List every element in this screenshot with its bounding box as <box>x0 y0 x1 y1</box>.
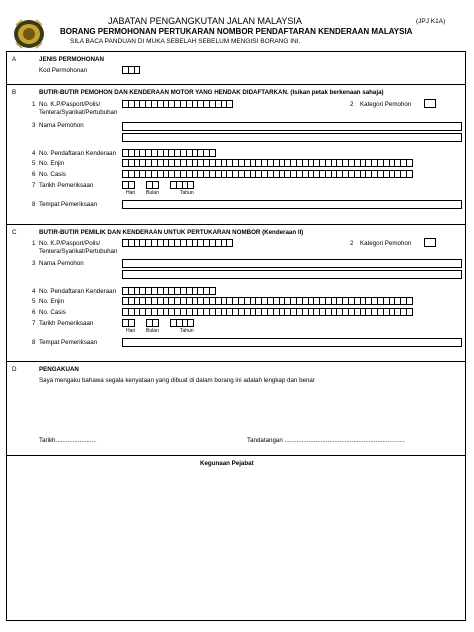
kod-permohonan-input[interactable] <box>122 66 139 74</box>
b-tarikh-tahun-input[interactable] <box>170 181 193 189</box>
b-tempat-input[interactable] <box>122 200 462 209</box>
b-field-6-number: 6 <box>32 171 36 178</box>
c-field-1-label: No. K.P/Pasport/Polis/ <box>39 240 101 247</box>
b-field-7-label: Tarikh Pemeriksaan <box>39 182 94 189</box>
office-use-heading: Kegunaan Pejabat <box>200 460 254 467</box>
b-tahun-caption: Tahun <box>180 190 194 196</box>
section-c-divider <box>6 224 466 225</box>
b-field-8-number: 8 <box>32 201 36 208</box>
c-nama-input-1[interactable] <box>122 259 462 268</box>
c-enjin-input[interactable] <box>122 297 412 305</box>
agency-name: JABATAN PENGANGKUTAN JALAN MALAYSIA <box>108 16 302 26</box>
c-field-6-label: No. Casis <box>39 309 66 316</box>
section-b-heading: BUTIR-BUTIR PEMOHON DAN KENDERAAN MOTOR YANG HENDAK DIDAFTARKAN. (Isikan petak berkenaan sahaja) <box>39 89 384 96</box>
b-field-1-number: 1 <box>32 101 36 108</box>
section-c-letter: C <box>12 229 17 236</box>
kod-permohonan-label: Kod Permohonan <box>39 67 88 74</box>
tandatangan-line[interactable]: Tandatangan ...................................................................... <box>247 437 405 444</box>
b-nama-input-2[interactable] <box>122 133 462 142</box>
b-field-6-label: No. Casis <box>39 171 66 178</box>
b-field-4-label: No. Pendaftaran Kenderaan <box>39 150 117 157</box>
declaration-statement: Saya mengaku bahawa segala kenyataan yang dibuat di dalam borang ini adalah lengkap dan benar <box>39 377 315 384</box>
b-tarikh-hari-input[interactable] <box>122 181 134 189</box>
c-nama-input-2[interactable] <box>122 270 462 279</box>
b-tarikh-bulan-input[interactable] <box>146 181 158 189</box>
c-field-8-label: Tempat Pemeriksaan <box>39 339 98 346</box>
section-a-divider <box>6 51 466 52</box>
b-field-2-number: 2 <box>350 101 354 108</box>
b-field-5-label: No. Enjin <box>39 160 65 167</box>
section-d-divider <box>6 361 466 362</box>
form-title: BORANG PERMOHONAN PERTUKARAN NOMBOR PENDAFTARAN KENDERAAN MALAYSIA <box>60 27 413 36</box>
c-ic-number-input[interactable] <box>122 239 232 247</box>
c-tarikh-bulan-input[interactable] <box>146 319 158 327</box>
c-tarikh-hari-input[interactable] <box>122 319 134 327</box>
c-field-5-number: 5 <box>32 298 36 305</box>
b-enjin-input[interactable] <box>122 159 412 167</box>
b-hari-caption: Hari <box>126 190 136 196</box>
section-d-letter: D <box>12 366 17 373</box>
c-tahun-caption: Tahun <box>180 328 194 334</box>
b-field-3-number: 3 <box>32 122 36 129</box>
c-field-6-number: 6 <box>32 309 36 316</box>
c-pendaftaran-input[interactable] <box>122 287 215 295</box>
office-divider <box>6 455 466 456</box>
b-field-3-label: Nama Pemohon <box>39 122 84 129</box>
c-field-8-number: 8 <box>32 339 36 346</box>
b-ic-number-input[interactable] <box>122 100 232 108</box>
b-field-1-label-2: Tentera/Syarikat/Pertubuhan <box>39 109 118 116</box>
c-field-3-label: Nama Pemohon <box>39 260 84 267</box>
c-field-4-label: No. Pendaftaran Kenderaan <box>39 288 117 295</box>
c-field-3-number: 3 <box>32 260 36 267</box>
section-b-letter: B <box>12 89 17 96</box>
jpj-crest-icon <box>12 17 46 51</box>
b-field-1-label: No. K.P/Pasport/Polis/ <box>39 101 101 108</box>
b-field-2-label: Kategori Pemohon <box>360 101 412 108</box>
c-field-1-label-2: Tentera/Syarikat/Pertubuhan <box>39 248 118 255</box>
office-use-area <box>8 470 464 618</box>
b-casis-input[interactable] <box>122 170 412 178</box>
section-b-divider <box>6 84 466 85</box>
b-field-7-number: 7 <box>32 182 36 189</box>
c-field-1-number: 1 <box>32 240 36 247</box>
b-pendaftaran-input[interactable] <box>122 149 215 157</box>
c-tarikh-tahun-input[interactable] <box>170 319 193 327</box>
c-hari-caption: Hari <box>126 328 136 334</box>
section-a-heading: JENIS PERMOHONAN <box>39 56 104 63</box>
b-nama-input-1[interactable] <box>122 122 462 131</box>
c-field-7-label: Tarikh Pemeriksaan <box>39 320 94 327</box>
section-d-heading: PENGAKUAN <box>39 366 79 373</box>
c-casis-input[interactable] <box>122 308 412 316</box>
section-c-heading: BUTIR-BUTIR PEMILIK DAN KENDERAAN UNTUK PERTUKARAN NOMBOR (Kenderaan II) <box>39 229 304 236</box>
c-field-5-label: No. Enjin <box>39 298 65 305</box>
c-bulan-caption: Bulan <box>146 328 159 334</box>
b-field-5-number: 5 <box>32 160 36 167</box>
c-field-2-number: 2 <box>350 240 354 247</box>
tarikh-line[interactable]: Tarikh........................ <box>39 437 97 444</box>
form-code: (JPJ K1A) <box>416 18 446 25</box>
c-kategori-input[interactable] <box>424 238 436 247</box>
c-field-2-label: Kategori Pemohon <box>360 240 412 247</box>
b-kategori-input[interactable] <box>424 99 436 108</box>
instruction-note: SILA BACA PANDUAN DI MUKA SEBELAH SEBELUM MENGISI BORANG INI. <box>70 38 301 45</box>
c-tempat-input[interactable] <box>122 338 462 347</box>
c-field-7-number: 7 <box>32 320 36 327</box>
b-field-8-label: Tempat Pemeriksaan <box>39 201 98 208</box>
section-a-letter: A <box>12 56 17 63</box>
b-bulan-caption: Bulan <box>146 190 159 196</box>
b-field-4-number: 4 <box>32 150 36 157</box>
c-field-4-number: 4 <box>32 288 36 295</box>
